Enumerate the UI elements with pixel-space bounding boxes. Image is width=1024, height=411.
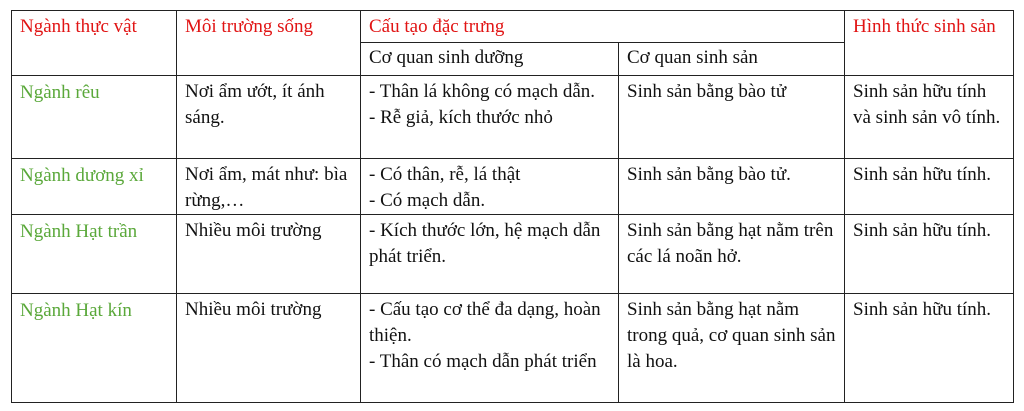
habitat-cell: Nhiều môi trường — [177, 215, 361, 294]
reproductive-cell: Sinh sản bằng bào tử — [619, 76, 845, 159]
reproduction-form-cell: Sinh sản hữu tính. — [845, 215, 1014, 294]
reproductive-cell: Sinh sản bằng hạt nằm trong quả, cơ quan sinh sản là hoa. — [619, 294, 845, 403]
habitat-cell — [177, 159, 361, 215]
vegetative-cell — [361, 294, 619, 403]
vegetative-cell — [361, 76, 619, 159]
vegetative-line: - Cấu tạo cơ thể đa dạng, hoàn thiện. — [369, 299, 601, 346]
phylum-name: Ngành Hạt trần — [12, 215, 177, 294]
reproduction-form-cell: Sinh sản hữu tính. — [845, 294, 1014, 403]
phylum-name: Ngành Hạt kín — [12, 294, 177, 403]
header-cau-tao: Cấu tạo đặc trưng — [361, 11, 845, 43]
vegetative-line: - Có thân, rễ, lá thật — [369, 164, 521, 185]
reproduction-form-cell: Sinh sản hữu tính. — [845, 159, 1014, 215]
vegetative-line: - Có mạch dẫn. — [369, 190, 486, 211]
plant-comparison-frame — [11, 10, 1013, 399]
phylum-name: Ngành rêu — [12, 76, 177, 159]
header-nganh: Ngành thực vật — [12, 11, 177, 76]
vegetative-cell — [361, 159, 619, 215]
vegetative-line: - Thân lá không có mạch dẫn. — [369, 81, 595, 102]
header-moi-truong: Môi trường sống — [177, 11, 361, 76]
vegetative-cell — [361, 215, 619, 294]
reproductive-cell: Sinh sản bằng hạt nằm trên các lá noãn hở. — [619, 215, 845, 294]
phylum-name-text: Ngành dương xỉ — [20, 165, 144, 186]
header-sinh-san: Cơ quan sinh sản — [619, 43, 845, 76]
reproductive-cell: Sinh sản bằng bào tử. — [619, 159, 845, 215]
habitat-cell: Nhiều môi trường — [177, 294, 361, 403]
table-row — [12, 159, 1014, 215]
vegetative-line: - Thân có mạch dẫn phát triển — [369, 351, 597, 372]
vegetative-line: - Rễ giả, kích thước nhỏ — [369, 107, 553, 128]
vegetative-line: - Kích thước lớn, hệ mạch dẫn phát triển. — [369, 220, 601, 267]
table-row — [12, 76, 1014, 159]
habitat-text: Nơi ẩm, mát như: bìa rừng,… — [185, 164, 348, 211]
phylum-name — [12, 159, 177, 215]
header-row-main — [12, 11, 1014, 43]
header-sinh-duong: Cơ quan sinh dưỡng — [361, 43, 619, 76]
habitat-cell: Nơi ẩm ướt, ít ánh sáng. — [177, 76, 361, 159]
table-row — [12, 294, 1014, 403]
table-row — [12, 215, 1014, 294]
reproduction-form-cell: Sinh sản hữu tính và sinh sản vô tính. — [845, 76, 1014, 159]
header-hinh-thuc: Hình thức sinh sản — [845, 11, 1014, 76]
plant-phylum-table — [11, 10, 1014, 403]
